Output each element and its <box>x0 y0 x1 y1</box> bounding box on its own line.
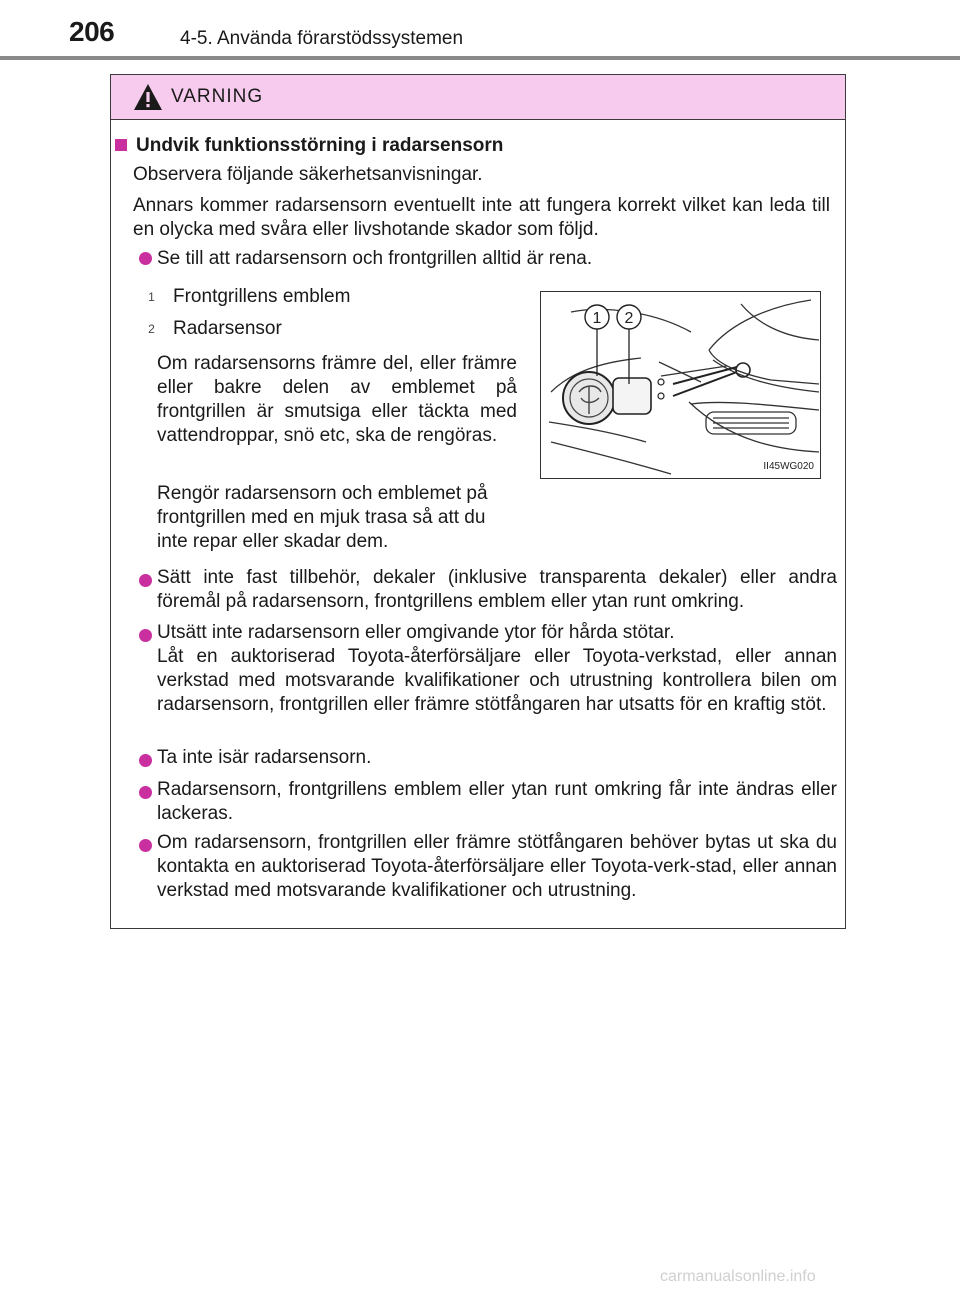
warning-header <box>111 75 845 120</box>
car-front-illustration <box>541 292 820 478</box>
bullet-keep-clean: Se till att radarsensorn och frontgrillen alltid är rena. <box>157 248 593 269</box>
bullet-no-accessories: Sätt inte fast tillbehör, dekaler (inklusive transparenta dekaler) eller andra föremål på radarsensorn, frontgrillens emblem eller ytan runt omkring. <box>157 567 837 612</box>
cleaning-text-1: Om radarsensorns främre del, eller främre eller bakre delen av emblemet på frontgrillen är smutsiga eller täckta med vattendroppar, snö etc, ska de rengöras. <box>157 353 517 446</box>
bullet-dot <box>139 839 152 852</box>
intro-text-2: Annars kommer radarsensorn eventuellt inte att fungera korrekt vilket kan leda till en olycka med svåra eller livshotande skador som följd. <box>133 195 830 240</box>
radar-sensor-figure <box>540 291 821 479</box>
bullet-dot <box>139 754 152 767</box>
figure-code: II45WG020 <box>763 461 814 472</box>
bullet-dot <box>139 786 152 799</box>
warning-triangle-icon <box>133 83 163 111</box>
bullet-dot <box>139 629 152 642</box>
bullet-replacement: Om radarsensorn, frontgrillen eller främre stötfångaren behöver bytas ut ska du kontakta en auktoriserad Toyota-återförsäljare eller Toyota-verk-stad, eller annan verkstad med motsvarande kvalifikationer och utrustning. <box>157 832 837 901</box>
figure-callout-2: 2 <box>624 310 634 327</box>
footer-watermark: carmanualsonline.info <box>660 1268 816 1285</box>
figure-callout-1: 1 <box>592 310 602 327</box>
bullet-dot <box>139 574 152 587</box>
intro-text-1: Observera följande säkerhetsanvisningar. <box>133 164 483 185</box>
callout-label-2: Radarsensor <box>173 318 282 339</box>
warning-heading: Undvik funktionsstörning i radarsensorn <box>136 135 504 156</box>
callout-number-1: 1 <box>148 290 155 304</box>
cleaning-text-2: Rengör radarsensorn och emblemet på frontgrillen med en mjuk trasa så att du inte repar eller skadar dem. <box>157 483 488 552</box>
page-header <box>0 0 960 60</box>
callout-label-1: Frontgrillens emblem <box>173 286 351 307</box>
bullet-no-modification: Radarsensorn, frontgrillens emblem eller ytan runt omkring får inte ändras eller lackeras. <box>157 779 837 824</box>
bullet-no-impacts: Utsätt inte radarsensorn eller omgivande ytor för hårda stötar. <box>157 622 675 643</box>
header-rule <box>0 56 960 60</box>
warning-label: VARNING <box>171 86 264 107</box>
callout-number-2: 2 <box>148 322 155 336</box>
bullet-no-disassemble: Ta inte isär radarsensorn. <box>157 747 372 768</box>
section-title: 4-5. Använda förarstödssystemen <box>180 28 464 49</box>
bullet-no-impacts-detail: Låt en auktoriserad Toyota-återförsäljare eller Toyota-verkstad, eller annan verkstad med motsvarande kvalifikationer och utrustning kontrollera bilen om radarsensorn, frontgrillen eller främre stötfångaren har utsatts för en kraftig stöt. <box>157 646 837 715</box>
heading-square-bullet <box>115 139 127 151</box>
page-number: 206 <box>69 16 115 47</box>
bullet-dot <box>139 252 152 265</box>
